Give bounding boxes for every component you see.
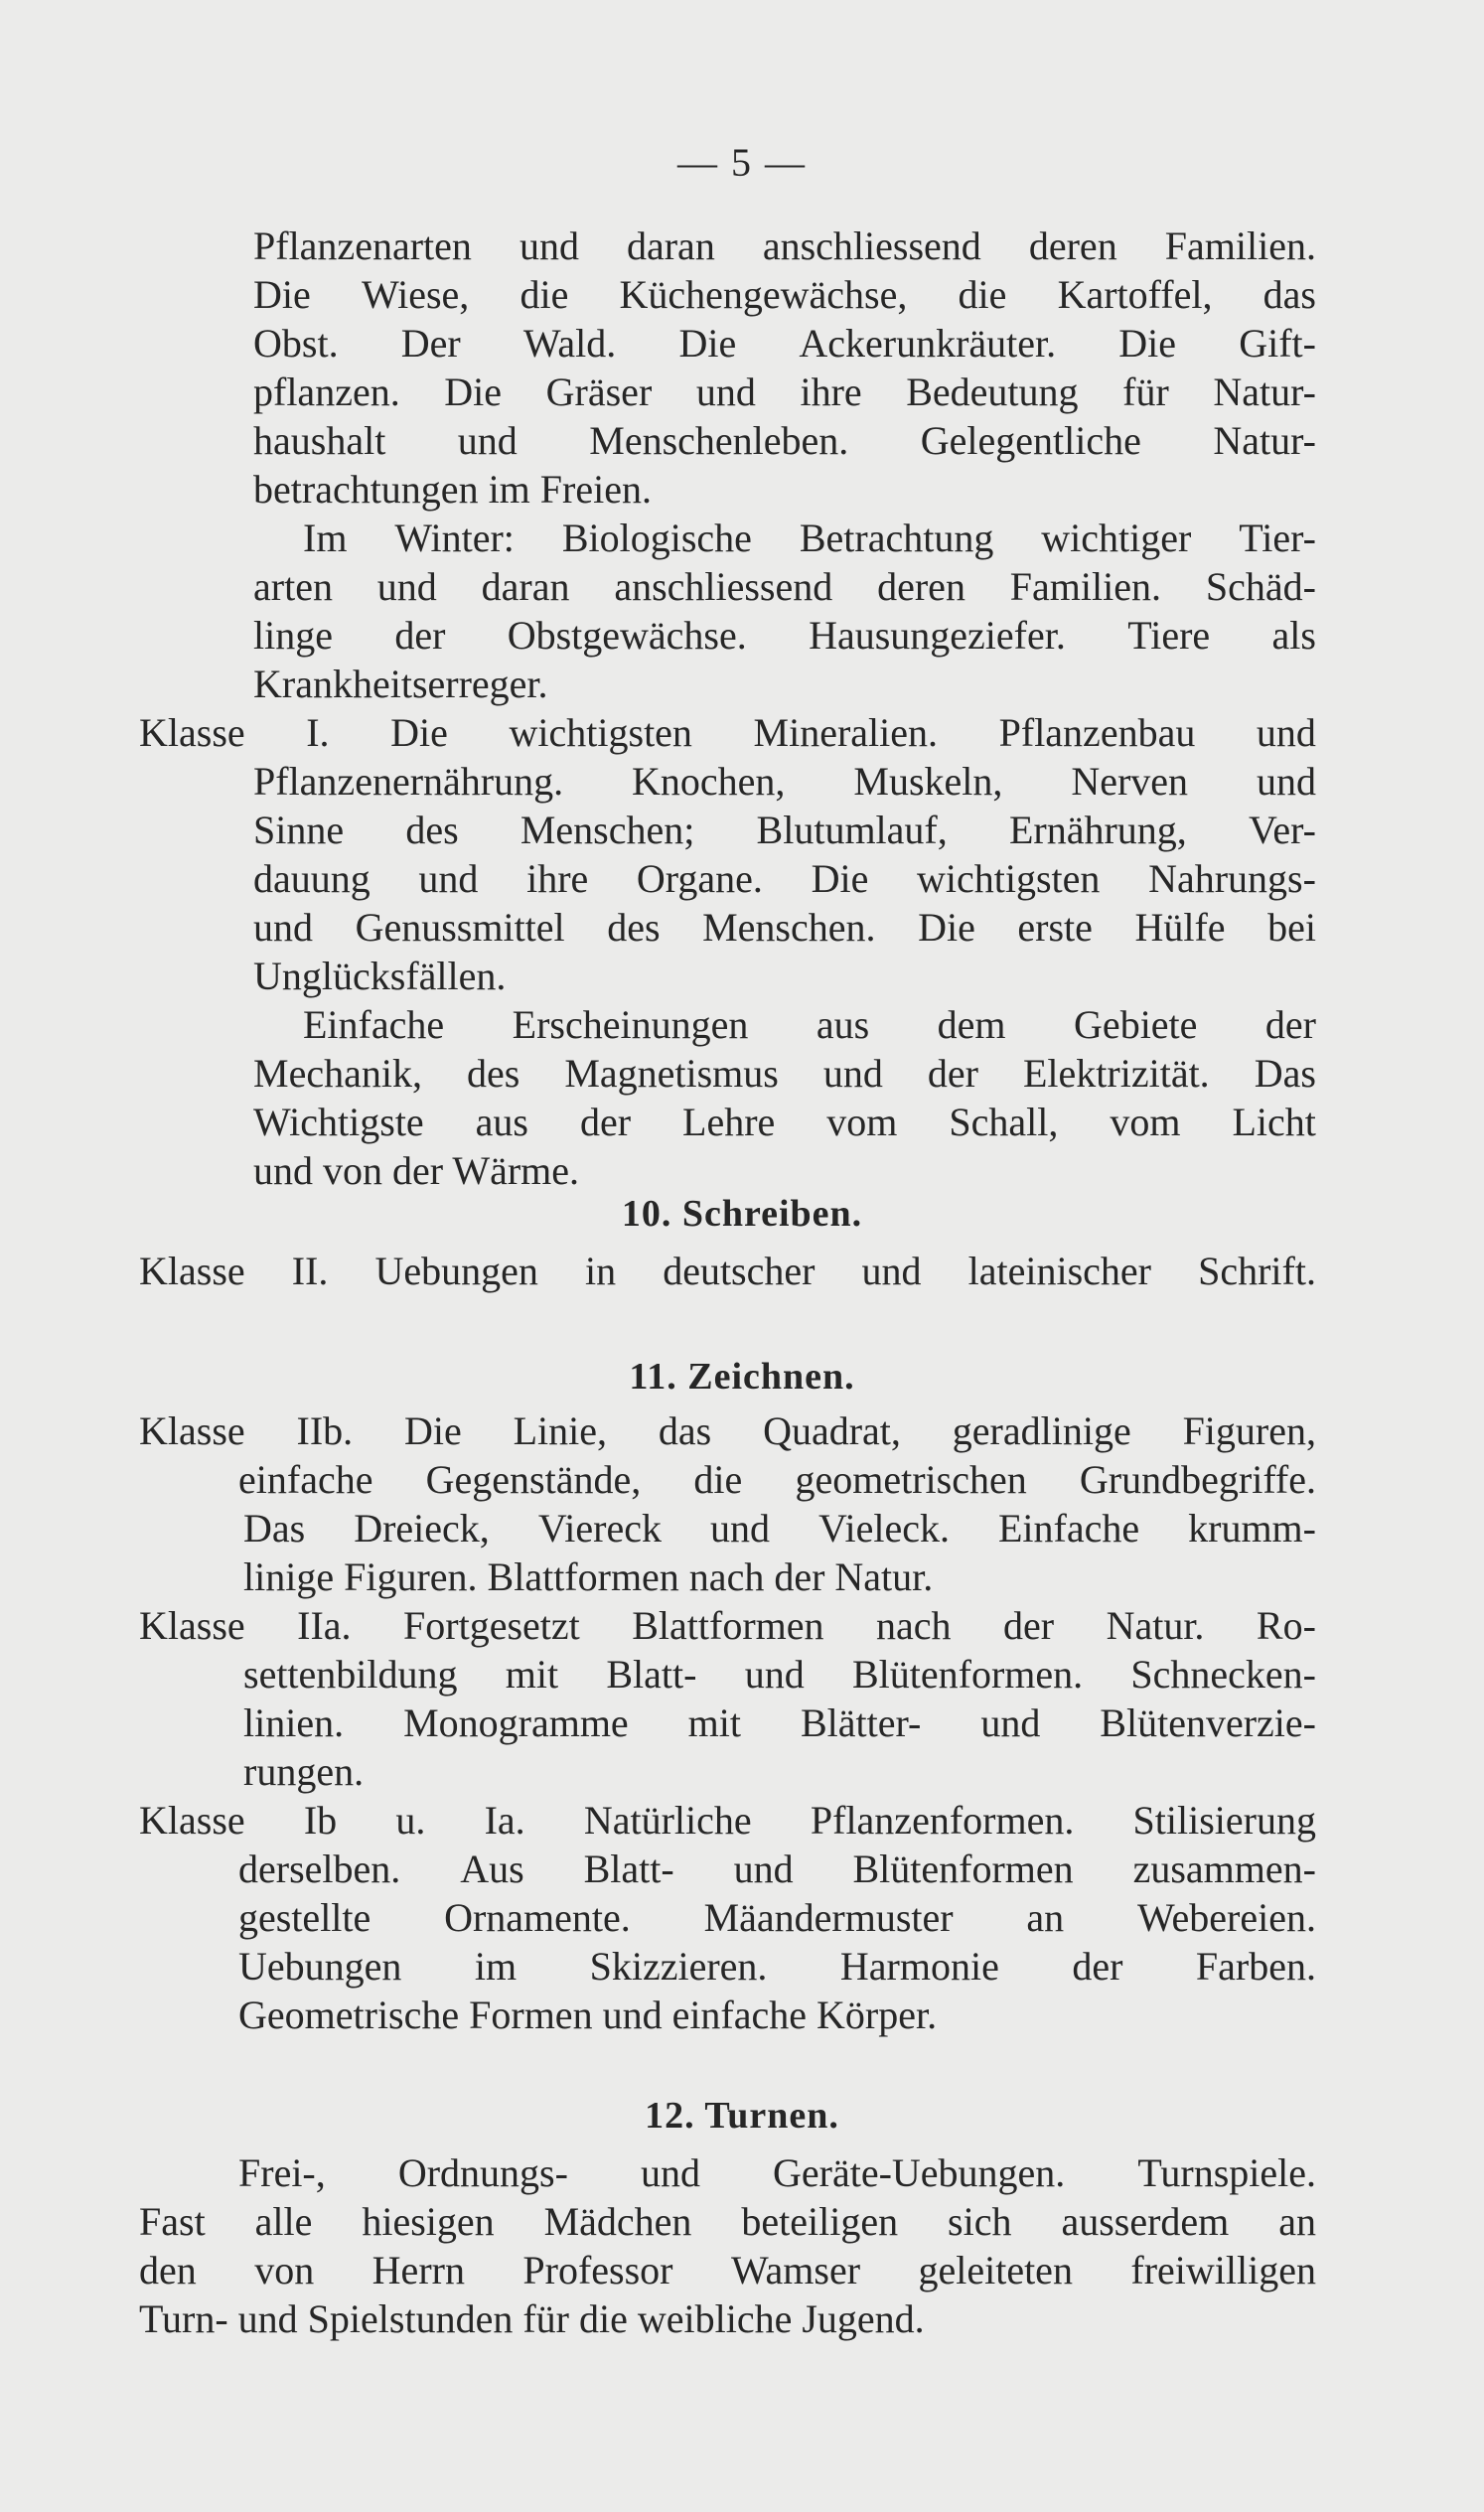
word: Fast: [139, 2199, 206, 2244]
text-line: betrachtungen im Freien.: [253, 467, 652, 512]
word: Die: [678, 321, 737, 366]
text-line: Geometrische Formen und einfache Körper.: [238, 1993, 938, 2037]
word: an: [1026, 1895, 1065, 1940]
word: und: [861, 1249, 922, 1293]
word: Die: [444, 369, 503, 414]
word: Das: [1254, 1051, 1316, 1096]
heading-schreiben: 10. Schreiben.: [621, 1193, 863, 1235]
text-line: [303, 515, 1316, 562]
word: wichtiger: [1041, 516, 1192, 560]
word: u.: [395, 1798, 426, 1843]
word: Licht: [1232, 1100, 1316, 1144]
text-line: [139, 2247, 1316, 2294]
word: Hülfe: [1134, 905, 1226, 950]
word: dem: [937, 1002, 1006, 1047]
text-line: [253, 904, 1316, 952]
word: im: [474, 1944, 518, 1989]
word: Klasse: [139, 1603, 245, 1648]
word: Bedeutung: [906, 369, 1079, 414]
word: Mechanik,: [253, 1051, 422, 1096]
text-line: Turn- und Spielstunden für die weibliche Jugend.: [139, 2296, 925, 2341]
word: an: [1278, 2199, 1316, 2244]
word: Pflanzenformen.: [810, 1798, 1075, 1843]
word: pflanzen.: [253, 369, 400, 414]
word: geradlinige: [952, 1408, 1131, 1453]
word: Blutumlauf,: [756, 808, 948, 852]
word: Quadrat,: [763, 1408, 901, 1453]
word: Ordnungs-: [397, 2150, 568, 2195]
word: Uebungen: [374, 1249, 538, 1293]
text-line: und von der Wärme.: [253, 1148, 580, 1193]
word: IIa.: [297, 1603, 352, 1648]
word: Figuren,: [1182, 1408, 1316, 1453]
word: Obstgewächse.: [507, 613, 747, 658]
word: Dreieck,: [354, 1506, 490, 1551]
text-line: [139, 1248, 1316, 1295]
word: als: [1271, 613, 1316, 658]
word: wichtigsten: [509, 710, 692, 755]
word: Familien.: [1164, 223, 1316, 268]
word: ausserdem: [1061, 2199, 1230, 2244]
word: und: [710, 1506, 770, 1551]
word: der: [1072, 1944, 1123, 1989]
word: daran: [481, 564, 570, 609]
text-line: [253, 612, 1316, 660]
word: in: [584, 1249, 617, 1293]
word: Menschenleben.: [589, 418, 849, 463]
word: Elektrizität.: [1022, 1051, 1210, 1096]
word: Wald.: [522, 321, 617, 366]
text-line: [253, 855, 1316, 903]
word: alle: [254, 2199, 313, 2244]
word: Einfache: [997, 1506, 1140, 1551]
word: aus: [475, 1100, 528, 1144]
word: und: [1256, 710, 1316, 755]
word: und: [376, 564, 437, 609]
word: und: [744, 1652, 805, 1697]
word: Ernährung,: [1008, 808, 1187, 852]
text-line: [243, 1699, 1316, 1747]
word: Sinne: [253, 808, 345, 852]
word: Blütenverzie-: [1100, 1700, 1316, 1745]
word: ihre: [800, 369, 862, 414]
word: Obst.: [253, 321, 339, 366]
word: Gelegentliche: [920, 418, 1141, 463]
text-line: Krankheitserreger.: [253, 662, 548, 706]
word: Winter:: [394, 516, 515, 560]
word: daran: [626, 223, 715, 268]
word: den: [139, 2248, 197, 2292]
text-line: [253, 758, 1316, 806]
text-line: [243, 1651, 1316, 1699]
word: Hausungeziefer.: [809, 613, 1066, 658]
word: Im: [303, 516, 348, 560]
word: deren: [1028, 223, 1117, 268]
word: deren: [877, 564, 965, 609]
word: erste: [1017, 905, 1093, 950]
word: Die: [1118, 321, 1177, 366]
word: von: [254, 2248, 315, 2292]
word: die: [693, 1457, 743, 1502]
word: aus: [816, 1002, 870, 1047]
word: Pflanzenbau: [998, 710, 1196, 755]
word: Wamser: [730, 2248, 861, 2292]
text-line: [238, 2149, 1316, 2197]
word: beteiligen: [741, 2199, 899, 2244]
word: und: [418, 856, 479, 901]
word: und: [457, 418, 518, 463]
word: Tier-: [1239, 516, 1316, 560]
word: anschliessend: [762, 223, 981, 268]
word: Herrn: [371, 2248, 465, 2292]
word: vom: [826, 1100, 898, 1144]
text-line: [243, 1505, 1316, 1552]
word: Geräte-Uebungen.: [773, 2150, 1066, 2195]
word: Ib: [303, 1798, 338, 1843]
word: Professor: [522, 2248, 673, 2292]
text-line: Unglücksfällen.: [253, 954, 507, 998]
word: Natur-: [1213, 418, 1316, 463]
text-line: [238, 1456, 1316, 1504]
word: Natur-: [1213, 369, 1316, 414]
word: Die: [811, 856, 869, 901]
word: sich: [948, 2199, 1012, 2244]
text-line: [238, 1846, 1316, 1893]
page-number: — 5 —: [677, 140, 807, 185]
word: Klasse: [139, 1798, 245, 1843]
word: linien.: [243, 1700, 345, 1745]
word: der: [1003, 1603, 1055, 1648]
word: Mäandermuster: [703, 1895, 954, 1940]
word: Ro-: [1256, 1603, 1316, 1648]
word: und: [695, 369, 756, 414]
text-line: [253, 563, 1316, 611]
word: Uebungen: [238, 1944, 402, 1989]
word: Frei-,: [238, 2150, 326, 2195]
word: Farben.: [1195, 1944, 1316, 1989]
word: Skizzieren.: [589, 1944, 768, 1989]
text-line: [139, 1797, 1316, 1845]
word: Die: [390, 710, 448, 755]
word: Webereien.: [1136, 1895, 1316, 1940]
word: gestellte: [238, 1895, 371, 1940]
word: des: [466, 1051, 520, 1096]
word: der: [927, 1051, 978, 1096]
text-line: [139, 709, 1316, 757]
word: Küchengewächse,: [619, 272, 908, 317]
text-line: [139, 1407, 1316, 1455]
word: wichtigsten: [917, 856, 1101, 901]
word: settenbildung: [243, 1652, 458, 1697]
word: vom: [1110, 1100, 1181, 1144]
word: Gebiete: [1074, 1002, 1198, 1047]
text-line: [253, 320, 1316, 368]
word: des: [607, 905, 661, 950]
text-line: [303, 1001, 1316, 1049]
text-line: [253, 807, 1316, 854]
word: und: [1256, 759, 1316, 804]
word: Pflanzenarten: [253, 223, 472, 268]
word: Monogramme: [403, 1700, 629, 1745]
word: Genussmittel: [355, 905, 565, 950]
word: IIb.: [296, 1408, 354, 1453]
word: linge: [253, 613, 333, 658]
word: Aus: [460, 1847, 524, 1891]
word: dauung: [253, 856, 371, 901]
word: Mädchen: [543, 2199, 692, 2244]
text-line: [253, 271, 1316, 319]
word: Schäd-: [1205, 564, 1316, 609]
word: Die: [253, 272, 311, 317]
word: und: [640, 2150, 700, 2195]
word: zusammen-: [1132, 1847, 1316, 1891]
word: Ornamente.: [444, 1895, 631, 1940]
word: Klasse: [139, 1408, 245, 1453]
word: freiwilligen: [1130, 2248, 1316, 2292]
word: Schnecken-: [1130, 1652, 1316, 1697]
word: Wichtigste: [253, 1100, 424, 1144]
word: Knochen,: [632, 759, 786, 804]
word: und: [980, 1700, 1041, 1745]
word: Muskeln,: [853, 759, 1003, 804]
word: nach: [876, 1603, 952, 1648]
text-line: [139, 1602, 1316, 1650]
word: die: [519, 272, 569, 317]
word: arten: [253, 564, 333, 609]
word: Ia.: [484, 1798, 525, 1843]
word: Das: [243, 1506, 306, 1551]
word: Gegenstände,: [425, 1457, 642, 1502]
word: und: [253, 905, 313, 950]
word: Blütenformen: [852, 1847, 1074, 1891]
text-line: rungen.: [243, 1749, 365, 1794]
word: mit: [505, 1652, 559, 1697]
word: Erscheinungen: [512, 1002, 749, 1047]
text-line: [253, 417, 1316, 465]
word: Einfache: [303, 1002, 445, 1047]
word: Lehre: [682, 1100, 776, 1144]
word: Familien.: [1009, 564, 1161, 609]
word: deutscher: [663, 1249, 816, 1293]
heading-turnen: 12. Turnen.: [645, 2095, 839, 2137]
word: Blätter-: [800, 1700, 922, 1745]
text-line: [238, 1943, 1316, 1991]
word: der: [579, 1100, 632, 1144]
word: Gift-: [1239, 321, 1316, 366]
word: Tiere: [1127, 613, 1211, 658]
word: Menschen.: [702, 905, 876, 950]
word: Der: [400, 321, 461, 366]
word: I.: [306, 710, 330, 755]
word: einfache: [238, 1457, 373, 1502]
word: Die: [918, 905, 975, 950]
word: bei: [1267, 905, 1316, 950]
word: und: [519, 223, 579, 268]
word: Viereck: [537, 1506, 662, 1551]
text-line: [253, 222, 1316, 270]
word: Mineralien.: [753, 710, 939, 755]
word: Blattformen: [632, 1603, 824, 1648]
word: und: [733, 1847, 794, 1891]
word: Kartoffel,: [1057, 272, 1213, 317]
text-line: [253, 369, 1316, 416]
word: und: [822, 1051, 883, 1096]
word: Natürliche: [583, 1798, 752, 1843]
word: des: [405, 808, 459, 852]
word: II.: [291, 1249, 329, 1293]
word: Ackerunkräuter.: [799, 321, 1057, 366]
word: Vieleck.: [818, 1506, 950, 1551]
text-line: [253, 1050, 1316, 1098]
word: Magnetismus: [564, 1051, 779, 1096]
word: lateinischer: [967, 1249, 1151, 1293]
word: das: [1262, 272, 1316, 317]
word: derselben.: [238, 1847, 401, 1891]
word: Ver-: [1248, 808, 1316, 852]
word: Stilisierung: [1132, 1798, 1316, 1843]
word: Linie,: [513, 1408, 608, 1453]
word: mit: [687, 1700, 741, 1745]
word: für: [1122, 369, 1169, 414]
text-line: [139, 2198, 1316, 2246]
word: geleiteten: [918, 2248, 1073, 2292]
word: die: [958, 272, 1007, 317]
word: Klasse: [139, 710, 245, 755]
word: Nerven: [1071, 759, 1189, 804]
heading-zeichnen: 11. Zeichnen.: [629, 1356, 855, 1398]
word: Blatt-: [583, 1847, 674, 1891]
word: Blütenformen.: [851, 1652, 1084, 1697]
word: Natur.: [1106, 1603, 1205, 1648]
text-line: [253, 1099, 1316, 1146]
word: der: [394, 613, 446, 658]
word: Betrachtung: [799, 516, 994, 560]
text-line: [238, 1894, 1316, 1942]
word: Organe.: [636, 856, 763, 901]
word: der: [1264, 1002, 1316, 1047]
word: krumm-: [1188, 1506, 1316, 1551]
word: Pflanzenernährung.: [253, 759, 564, 804]
word: das: [658, 1408, 712, 1453]
word: Grundbegriffe.: [1079, 1457, 1316, 1502]
word: Klasse: [139, 1249, 245, 1293]
word: anschliessend: [614, 564, 833, 609]
word: Gräser: [545, 369, 653, 414]
word: Wiese,: [361, 272, 470, 317]
word: haushalt: [253, 418, 386, 463]
text-line: linige Figuren. Blattformen nach der Natur.: [243, 1554, 934, 1599]
word: Menschen;: [519, 808, 695, 852]
word: Schrift.: [1198, 1249, 1316, 1293]
word: hiesigen: [362, 2199, 495, 2244]
word: Blatt-: [606, 1652, 697, 1697]
word: Harmonie: [839, 1944, 999, 1989]
word: Nahrungs-: [1148, 856, 1316, 901]
word: Fortgesetzt: [403, 1603, 580, 1648]
word: Die: [404, 1408, 462, 1453]
word: Biologische: [561, 516, 752, 560]
word: ihre: [526, 856, 589, 901]
word: geometrischen: [795, 1457, 1027, 1502]
word: Schall,: [949, 1100, 1059, 1144]
word: Turnspiele.: [1137, 2150, 1316, 2195]
